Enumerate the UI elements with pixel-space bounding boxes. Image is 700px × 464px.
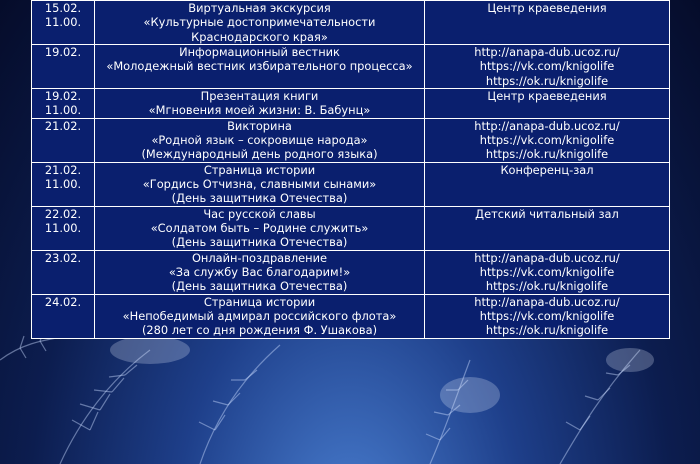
event-cell: Викторина «Родной язык – сокровище народа» (Международный день родного языка) xyxy=(95,118,425,162)
date-cell: 15.02. 11.00. xyxy=(32,1,95,45)
event-cell: Час русской славы «Солдатом быть – Родине служить» (День защитника Отечества) xyxy=(95,206,425,250)
link-vk[interactable]: https://vk.com/knigolife xyxy=(479,59,615,74)
link-vk[interactable]: https://vk.com/knigolife xyxy=(479,265,615,280)
date-cell: 23.02. xyxy=(32,250,95,294)
date-cell: 19.02. xyxy=(32,45,95,89)
date-cell: 21.02. 11.00. xyxy=(32,162,95,206)
link-ok[interactable]: https://ok.ru/knigolife xyxy=(485,279,609,294)
table-row xyxy=(32,88,670,118)
date-cell: 24.02. xyxy=(32,294,95,338)
date-cell: 21.02. xyxy=(32,118,95,162)
place-cell: Конференц-зал xyxy=(425,162,670,206)
link-ok[interactable]: https://ok.ru/knigolife xyxy=(485,147,609,162)
event-cell: Виртуальная экскурсия «Культурные достопримечательности Краснодарского края» xyxy=(95,1,425,45)
link-site[interactable]: http://anapa-dub.ucoz.ru/ xyxy=(474,45,620,59)
place-cell: Детский читальный зал xyxy=(425,206,670,250)
place-cell xyxy=(425,45,670,89)
place-cell xyxy=(425,294,670,338)
event-cell: Информационный вестник «Молодежный вестник избирательного процесса» xyxy=(95,45,425,89)
table-row xyxy=(32,294,670,338)
place-cell: Центр краеведения xyxy=(425,88,670,118)
event-cell: Страница истории «Гордись Отчизна, славными сынами» (День защитника Отечества) xyxy=(95,162,425,206)
link-ok[interactable]: https://ok.ru/knigolife xyxy=(485,323,609,338)
table-row xyxy=(32,250,670,294)
events-table xyxy=(31,0,670,339)
event-cell: Презентация книги «Мгновения моей жизни: В. Бабунц» xyxy=(95,88,425,118)
link-site[interactable]: http://anapa-dub.ucoz.ru/ xyxy=(474,294,620,309)
place-cell xyxy=(425,118,670,162)
table-row xyxy=(32,45,670,89)
place-cell xyxy=(425,250,670,294)
link-vk[interactable]: https://vk.com/knigolife xyxy=(479,309,615,324)
table-row xyxy=(32,206,670,250)
link-site[interactable]: http://anapa-dub.ucoz.ru/ xyxy=(474,118,620,133)
link-vk[interactable]: https://vk.com/knigolife xyxy=(479,133,615,148)
link-ok[interactable]: https://ok.ru/knigolife xyxy=(485,73,609,88)
table-row xyxy=(32,162,670,206)
date-cell: 19.02. 11.00. xyxy=(32,88,95,118)
link-site[interactable]: http://anapa-dub.ucoz.ru/ xyxy=(474,250,620,265)
table-row xyxy=(32,1,670,45)
table-row xyxy=(32,118,670,162)
date-cell: 22.02. 11.00. xyxy=(32,206,95,250)
event-cell: Страница истории «Непобедимый адмирал российского флота» (280 лет со дня рождения Ф. Ушакова) xyxy=(95,294,425,338)
place-cell: Центр краеведения xyxy=(425,1,670,45)
event-cell: Онлайн-поздравление «За службу Вас благодарим!» (День защитника Отечества) xyxy=(95,250,425,294)
